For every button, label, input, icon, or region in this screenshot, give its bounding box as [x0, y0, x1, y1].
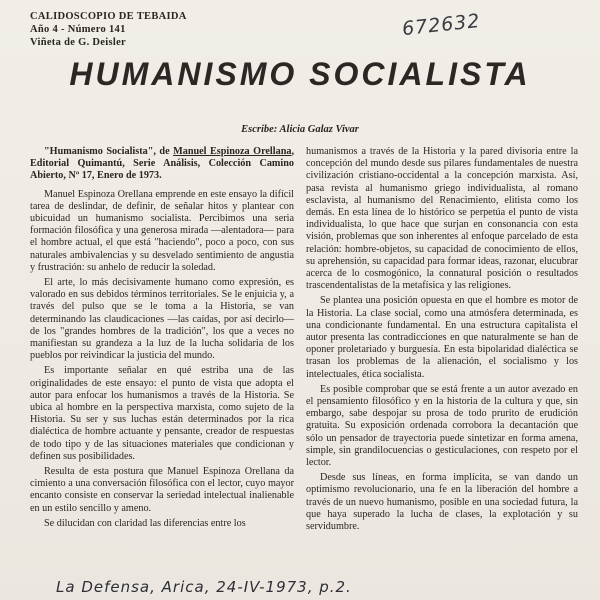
- reference-title: "Humanismo Socialista", de: [44, 146, 174, 157]
- paragraph: Resulta de esta postura que Manuel Espinoza Orellana da cimiento a una conversación filosófica con el lector, cuyo mayor encanto consiste en conservar la seriedad intelectual inalienable en un estilo sencillo y ameno.: [30, 466, 294, 514]
- paragraph: Se plantea una posición opuesta en que el hombre es motor de la Historia. La clase social, como una atmósfera determinada, es una condicionante fundamental. En una estructura capitalista el autor presenta las contradicciones en que naturalmente se han de oponer proletariado y burguesía. En esta bipolaridad dialéctica se trasan los problemas de la alienación, el socialismo y los intelectuales, ética socialista.: [306, 295, 578, 380]
- article-title: HUMANISMO SOCIALISTA: [69, 56, 531, 92]
- reference-publisher: , Editorial Quimantú, Serie Análisis, Colección Camino Abierto, Nº 17, Enero de 1973.: [30, 146, 294, 182]
- right-column: [306, 146, 578, 536]
- vignette-credit: Viñeta de G. Deisler: [30, 37, 127, 48]
- book-reference: [30, 146, 294, 183]
- paragraph: El arte, lo más decisivamente humano como expresión, es valorado en sus debidos términos territoriales. Se le enjuicia y, a través del pulso que se le toma a la Historia, se van determinando las claudicaciones —las caídas, por así decirlo— de los "grandes hombres de la tradición", los que a veces no manifiestan su grandeza a la luz de la lucha solidaria de los pueblos por reivindicar la justicia del mundo.: [30, 277, 294, 362]
- column-name: CALIDOSCOPIO DE TEBAIDA: [30, 11, 187, 22]
- reference-author: Manuel Espinoza Orellana: [173, 146, 292, 157]
- paragraph: Se dilucidan con claridad las diferencias entre los: [44, 517, 246, 529]
- paragraph: Es importante señalar en qué estriba una de las originalidades de este ensayo: el punto de vista que adopta el autor para enfocar los humanismos a través de la Historia. Se ubica al hombre en la perspectiva marxista, como sujeto de la Historia. Su ser y sus luchas están determinados por la rica dialéctica de hombre actuante y pensante, creador de respuestas de todo tipo y de las situaciones materiales que condicionan y definen sus posibilidades.: [30, 365, 294, 462]
- paragraph: Manuel Espinoza Orellana emprende en este ensayo la difícil tarea de deslindar, de definir, de señalar hitos y plantear con ubicuidad un humanismo socialista. Percibimos una seria formación filosófica y una generosa mirada —alentadora— para el hombre actual, el que está "haciendo", poco a poco, con sus naturales ambivalencias y su desvelado sentimiento de angustia y frustración: su anhelo de reducir la soledad.: [30, 188, 294, 273]
- left-column: [30, 146, 294, 533]
- handwritten-catalog-number: 672632: [401, 9, 482, 41]
- handwritten-source-note: La Defensa, Arica, 24-IV-1973, p.2.: [56, 578, 352, 596]
- paragraph: Desde sus líneas, en forma implícita, se van dando un optimismo revolucionario, una fe en la liberación del hombre a través de un nuevo humanismo, posible en una sociedad futura, la que haya superado la lucha de clases, la explotación y su servidumbre.: [306, 472, 578, 533]
- byline: Escribe: Alicia Galaz Vivar: [241, 124, 359, 135]
- paragraph: humanismos a través de la Historia y la pared divisoria entre la concepción del mundo desde sus pilares fundamentales de nuestra civilización cristiano-occidental a la concepción marxista. Así, pasa revista al humanismo griego individualista, al romano esclavista, al humanismo del Renacimiento, elitista como los demás. En esta línea de lo histórico se perpetúa el punto de vista individualista, lo que hace que surjan en consonancia con esta visión, problemas que son inherentes al enfoque parcelado de esta relación: hombre-objetos, su capacidad de conocimiento de ellos, su aprehensión, su capacidad para formar ideas, razonar, elucubrar acerca de lo cosmogónico, la connatural posición o resultados trascendentalistas de la metafísica y las religiones.: [306, 146, 578, 292]
- issue-number: Año 4 - Número 141: [30, 24, 126, 35]
- column-header: [30, 10, 187, 49]
- paragraph: Es posible comprobar que se está frente a un autor avezado en el pensamiento filosófico y en la historia de la cultura y que, sin embargo, sabe despojar su prosa de todo prurito de erudición gratuita. Su exposición ordenada corrobora la decantación que sólo un pensador de trayectoria puede sintetizar en forma amena, simple, sin grandilocuencias o gesticulaciones, con respeto por el lector.: [306, 383, 578, 469]
